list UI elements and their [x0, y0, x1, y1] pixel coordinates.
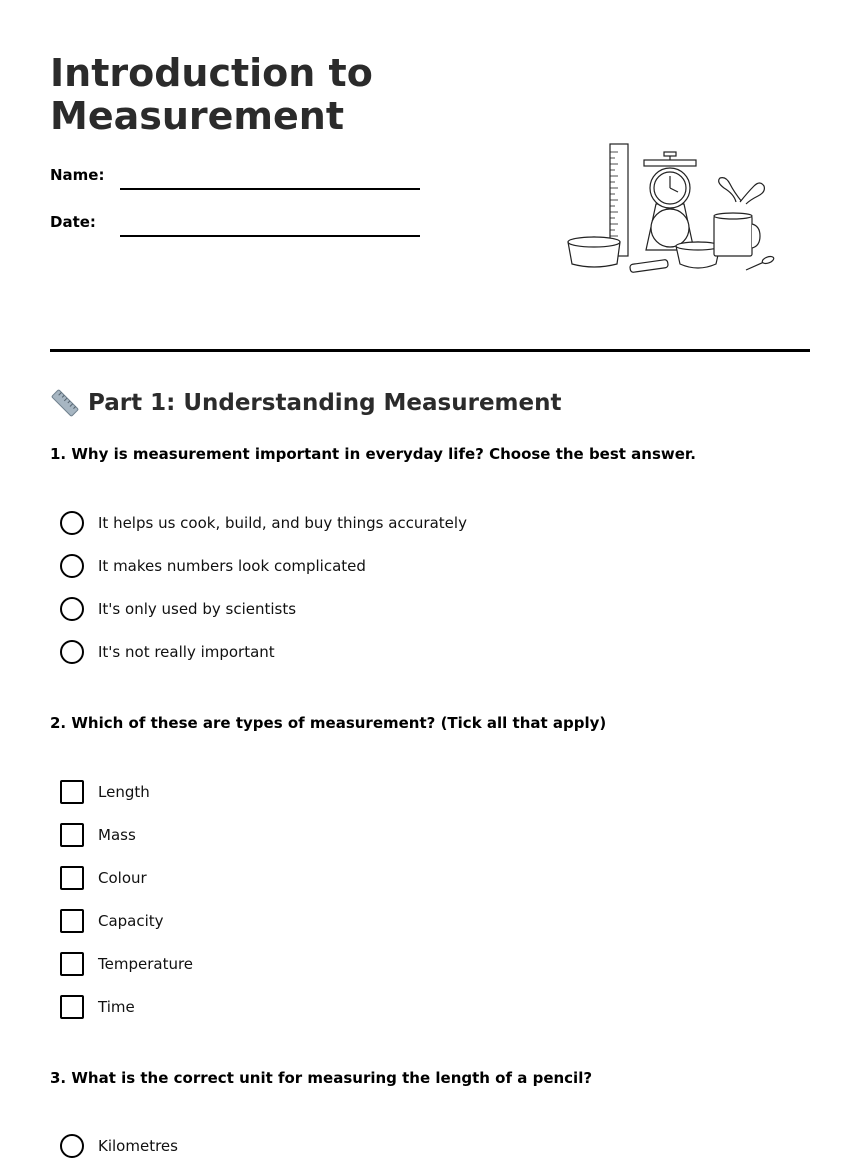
date-input-line[interactable] — [120, 235, 420, 237]
q1-option-2[interactable] — [60, 553, 366, 579]
option-label: Kilometres — [98, 1137, 178, 1155]
option-label: Colour — [98, 869, 147, 887]
q1-option-1[interactable] — [60, 510, 467, 536]
option-label: Temperature — [98, 955, 194, 973]
ruler-icon — [50, 388, 80, 418]
option-label: It helps us cook, build, and buy things accurately — [98, 514, 467, 532]
option-label: It's only used by scientists — [98, 600, 297, 618]
date-label: Date: — [50, 213, 96, 231]
option-label: It's not really important — [98, 643, 275, 661]
radio-button[interactable] — [60, 1134, 84, 1158]
name-label: Name: — [50, 166, 105, 184]
name-field — [50, 166, 420, 196]
measuring-tools-illustration-icon — [564, 138, 780, 274]
question-1: 1. Why is measurement important in everyday life? Choose the best answer. — [50, 445, 696, 463]
q1-option-3[interactable] — [60, 596, 296, 622]
option-label: It makes numbers look complicated — [98, 557, 366, 575]
q3-option-1[interactable] — [60, 1133, 178, 1159]
radio-button[interactable] — [60, 511, 84, 535]
checkbox[interactable] — [60, 995, 84, 1019]
name-input-line[interactable] — [120, 188, 420, 190]
radio-button[interactable] — [60, 640, 84, 664]
checkbox[interactable] — [60, 823, 84, 847]
question-2: 2. Which of these are types of measurement? (Tick all that apply) — [50, 714, 607, 732]
radio-button[interactable] — [60, 554, 84, 578]
option-label: Capacity — [98, 912, 164, 930]
option-label: Time — [98, 998, 135, 1016]
part1-heading — [50, 388, 562, 418]
date-field — [50, 213, 420, 243]
radio-button[interactable] — [60, 597, 84, 621]
q2-option-2[interactable] — [60, 822, 136, 848]
q2-option-4[interactable] — [60, 908, 164, 934]
q2-option-5[interactable] — [60, 951, 193, 977]
option-label: Mass — [98, 826, 136, 844]
q2-option-3[interactable] — [60, 865, 147, 891]
checkbox[interactable] — [60, 866, 84, 890]
checkbox[interactable] — [60, 952, 84, 976]
header-divider — [50, 349, 810, 352]
q1-option-4[interactable] — [60, 639, 275, 665]
checkbox[interactable] — [60, 909, 84, 933]
checkbox[interactable] — [60, 780, 84, 804]
option-label: Length — [98, 783, 150, 801]
q2-option-1[interactable] — [60, 779, 150, 805]
q2-option-6[interactable] — [60, 994, 135, 1020]
part1-heading-text: Part 1: Understanding Measurement — [88, 390, 562, 416]
question-3: 3. What is the correct unit for measuring the length of a pencil? — [50, 1069, 593, 1087]
page-title: Introduction to Measurement — [50, 51, 373, 138]
